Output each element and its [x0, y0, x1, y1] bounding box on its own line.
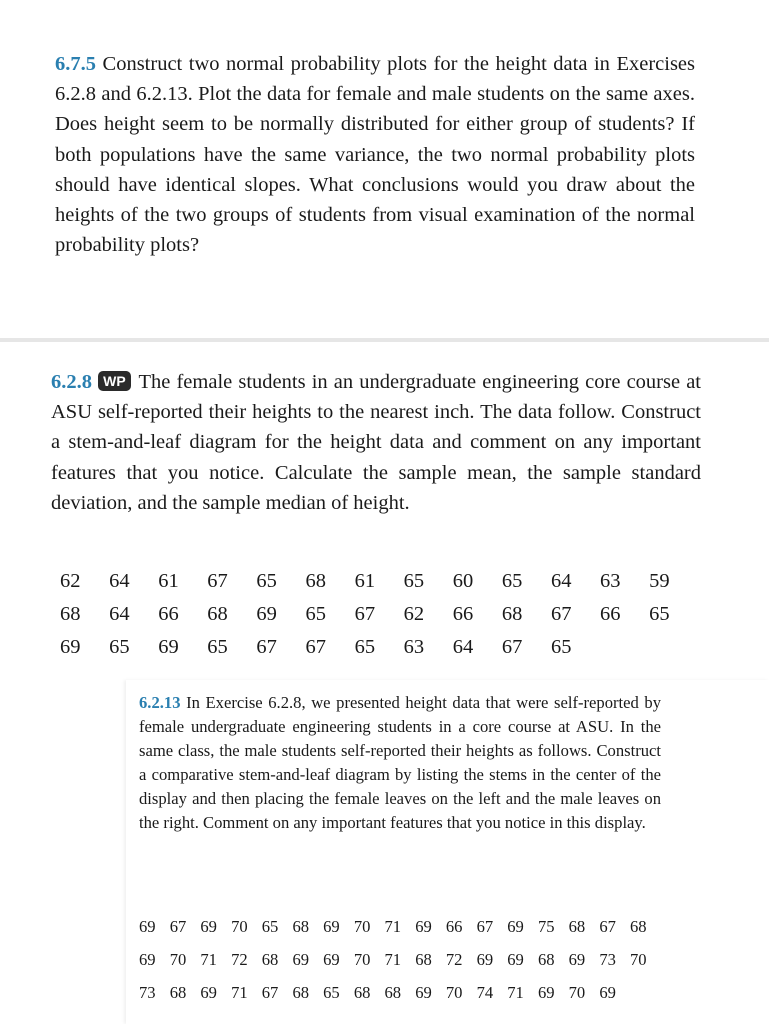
data-value: 68: [384, 983, 402, 1002]
data-value: 65: [354, 636, 376, 658]
data-value: 69: [415, 917, 432, 936]
data-value: 68: [537, 950, 555, 969]
data-value: 65: [305, 603, 326, 625]
data-value: 71: [200, 950, 217, 969]
data-value: 67: [476, 917, 494, 936]
exercise-number: 6.2.8: [51, 371, 92, 393]
data-value: 62: [403, 603, 425, 625]
data-value: 70: [231, 917, 248, 936]
data-value: 69: [507, 917, 524, 936]
wp-badge: WP: [98, 371, 131, 391]
data-value: 68: [169, 983, 187, 1002]
data-value: 65: [649, 603, 670, 625]
data-value: 65: [109, 636, 130, 658]
data-value: 67: [305, 636, 326, 658]
data-value: 64: [109, 603, 130, 625]
data-value: 69: [139, 917, 156, 936]
data-value: 61: [158, 570, 179, 592]
data-value: 68: [568, 917, 586, 936]
data-value: 63: [600, 570, 621, 592]
data-value: 70: [169, 950, 187, 969]
data-value: 74: [476, 983, 494, 1002]
data-value: 65: [256, 570, 277, 592]
data-value: 66: [158, 603, 179, 625]
exercise-text: In Exercise 6.2.8, we presented height data that were self-reported by female undergraduate engineering students in a core course at ASU. In the same class, the male students self-reported their heights as follows. Construct a comparative stem-and-leaf diagram by listing the stems in the center of the display and then placing the female leaves on the left and the male leaves on the right. Comment on any important features that you notice in this display.: [139, 693, 661, 833]
data-value: 68: [60, 603, 81, 625]
data-value: 71: [507, 983, 524, 1002]
data-value: 69: [323, 917, 340, 936]
data-row: [139, 976, 679, 1009]
exercise-text: Construct two normal probability plots for the height data in Exercises 6.2.8 and 6.2.13. Plot the data for female and male students on the same axes. Does height seem to be normally distributed for either group of students? If both populations have the same variance, the two normal probability plots should have identical slopes. What conclusions would you draw about the heights of the two groups of students from visual examination of the normal probability plots?: [55, 53, 695, 257]
data-value: 68: [415, 950, 432, 969]
data-row: [139, 910, 679, 943]
data-value: 63: [403, 636, 425, 658]
data-value: 71: [384, 917, 402, 936]
data-value: 69: [200, 983, 217, 1002]
data-value: 69: [507, 950, 524, 969]
data-value: 66: [600, 603, 621, 625]
data-value: 69: [60, 636, 81, 658]
data-value: 69: [599, 983, 616, 1002]
data-value: 62: [60, 570, 81, 592]
data-row: [139, 943, 679, 976]
data-value: 65: [403, 570, 425, 592]
data-value: 68: [630, 917, 647, 936]
data-row: [60, 631, 700, 664]
data-value: 67: [501, 636, 523, 658]
data-value: 69: [537, 983, 555, 1002]
exercise-6-7-5: [55, 49, 695, 260]
data-value: 70: [630, 950, 647, 969]
data-value: 72: [231, 950, 248, 969]
data-value: 70: [353, 950, 371, 969]
data-value: 65: [501, 570, 523, 592]
female-height-data: [60, 565, 700, 664]
data-value: 67: [550, 603, 572, 625]
data-value: 67: [261, 983, 279, 1002]
data-value: 67: [256, 636, 277, 658]
data-value: 69: [139, 950, 156, 969]
data-value: 69: [158, 636, 179, 658]
data-value: 71: [231, 983, 248, 1002]
data-row: [60, 598, 700, 631]
data-value: 70: [445, 983, 463, 1002]
data-value: 73: [599, 950, 616, 969]
data-value: 65: [207, 636, 228, 658]
data-value: 69: [568, 950, 586, 969]
data-value: 65: [323, 983, 340, 1002]
data-value: 64: [550, 570, 572, 592]
section-divider: [0, 338, 769, 342]
data-value: 69: [323, 950, 340, 969]
data-value: 68: [292, 917, 310, 936]
data-value: 59: [649, 570, 670, 592]
data-value: 67: [599, 917, 616, 936]
data-value: 65: [261, 917, 279, 936]
data-value: 68: [261, 950, 279, 969]
exercise-number: 6.2.13: [139, 693, 181, 712]
data-value: 68: [207, 603, 228, 625]
data-value: 60: [452, 570, 474, 592]
data-value: 64: [109, 570, 130, 592]
exercise-6-2-8: [51, 367, 701, 518]
data-value: 68: [353, 983, 371, 1002]
data-value: 69: [256, 603, 277, 625]
male-height-data: [139, 910, 679, 1009]
data-value: 61: [354, 570, 376, 592]
data-value: 69: [476, 950, 494, 969]
data-value: 66: [445, 917, 463, 936]
data-value: 70: [568, 983, 586, 1002]
data-value: 66: [452, 603, 474, 625]
exercise-text: The female students in an undergraduate engineering core course at ASU self-reported their heights to the nearest inch. The data follow. Construct a stem-and-leaf diagram for the height data and comment on any important features that you notice. Calculate the sample mean, the sample standard deviation, and the sample median of height.: [51, 371, 701, 514]
data-value: 69: [292, 950, 310, 969]
data-value: 72: [445, 950, 463, 969]
data-value: 68: [501, 603, 523, 625]
data-value: 68: [305, 570, 326, 592]
data-value: 69: [200, 917, 217, 936]
exercise-number: 6.7.5: [55, 53, 96, 75]
data-value: 73: [139, 983, 156, 1002]
data-value: 67: [207, 570, 228, 592]
data-row: [60, 565, 700, 598]
data-value: 64: [452, 636, 474, 658]
data-value: 67: [354, 603, 376, 625]
data-value: 67: [169, 917, 187, 936]
data-value: 75: [537, 917, 555, 936]
data-value: 69: [415, 983, 432, 1002]
data-value: 71: [384, 950, 402, 969]
exercise-6-2-13: [139, 691, 661, 836]
data-value: 70: [353, 917, 371, 936]
data-value: 68: [292, 983, 310, 1002]
data-value: 65: [550, 636, 572, 658]
